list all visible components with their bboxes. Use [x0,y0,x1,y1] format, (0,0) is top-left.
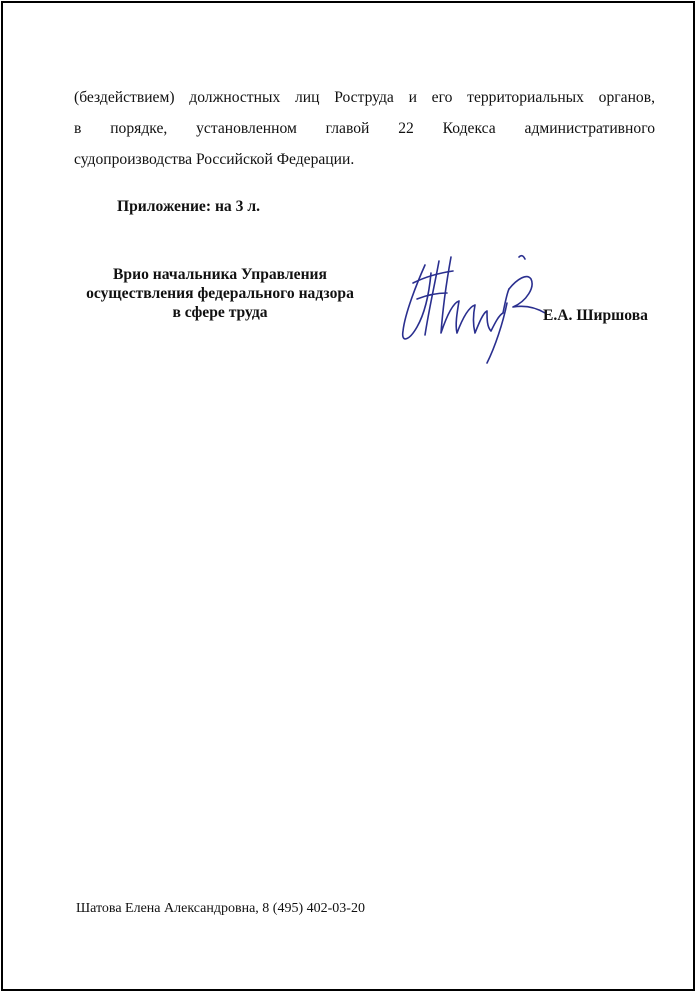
body-paragraph [74,82,655,175]
body-line: в порядке, установленном главой 22 Кодекса административного [74,120,655,137]
handwritten-signature [395,243,555,368]
body-line: (бездействием) должностных лиц Роструда и его территориальных органов, [74,89,655,106]
signer-name: Е.А. Ширшова [543,307,648,324]
position-line: Врио начальника Управления [113,266,327,283]
document-page [1,1,695,991]
position-line: осуществления федерального надзора [86,285,354,302]
body-line: судопроизводства Российской Федерации. [74,151,355,168]
appendix-note: Приложение: на 3 л. [117,198,260,215]
contact-line: Шатова Елена Александровна, 8 (495) 402-03-20 [76,901,365,916]
signatory-position [65,265,375,322]
position-line: в сфере труда [172,304,268,321]
